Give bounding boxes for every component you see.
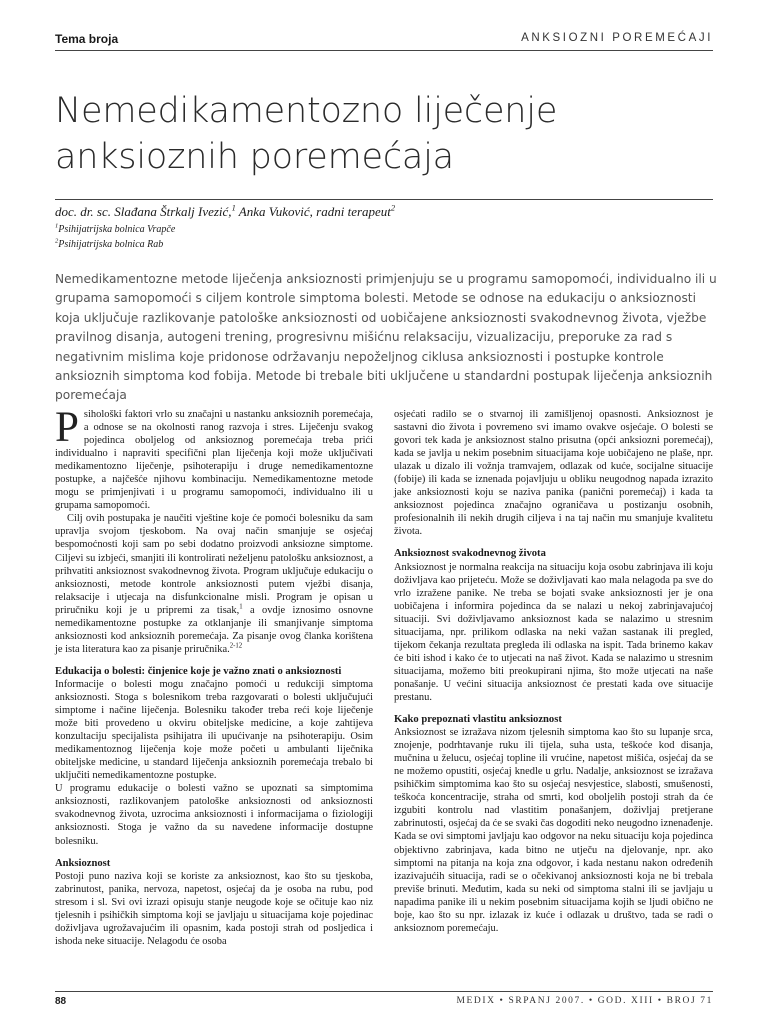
paragraph: Postoji puno naziva koji se koriste za anksioznost, kao što su tjeskoba, zabrinutost, panika, nervoza, napetost, osjećaj da je osoba na rubu, pod stresom i sl. Svi ovi izrazi opisuju stanje neugode koje se očituje kao niz tjelesnih i psihičkih simptoma koji se javljaju u situacijama koje pojedinac doživljava ugrožavajućim ili opasnim, kada postoji strah od posljedica i ishoda neke situacije. Nelagodu će osoba xyxy=(55,870,373,947)
author-2-ref: 2 xyxy=(390,202,396,213)
affiliation-1 xyxy=(55,224,175,235)
affiliation-2-ref: 2 xyxy=(55,237,59,245)
affiliation-2-text: Psihijatrijska bolnica Rab xyxy=(58,239,164,250)
paragraph: Anksioznost je normalna reakcija na situaciju koja osobu zabrinjava ili koju doživljava kao prijeteću. Može se doživljavati kao mala nelagoda pa sve do vrlo izražene panike. Ne treba se bojati svake anksioznosti jer je ona uobičajena i informira pojedinca da se nalazi u nekoj zabrinjavajućoj situaciji. Svi doživljavamo anksioznost kada se nalazimo u stresnim situacijama, npr. prilikom odlaska na neki važan sastanak ili pregled, tijekom čekanja rezultata pregleda ili odlaska na ispit. Tada brinemo kakav će biti ishod i kako će to utjecati na naš život. Kada se nalazimo u stresnim situacijama, možemo biti preokupirani njima, što može utjecati na naše ponašanje. U većini situacija anksioznost će prestati kada ove situacije prestanu. xyxy=(394,561,713,703)
section-heading-anxiety: Anksioznost xyxy=(55,857,111,869)
abstract xyxy=(55,270,717,406)
category-label: ANKSIOZNI POREMEĆAJI xyxy=(521,32,713,44)
drop-cap: P xyxy=(55,404,79,451)
affiliation-1-ref: 1 xyxy=(55,222,59,230)
title-line-1: Nemedikamentozno liječenje xyxy=(55,91,558,131)
section-heading-recognize-anxiety: Kako prepoznati vlastitu anksioznost xyxy=(394,714,562,726)
author-2: Anka Vuković, radni terapeut xyxy=(235,204,391,219)
intro-text: sihološki faktori vrlo su značajni u nastanku anksioznih poremećaja, a odnose se na okolnosti ranog razvoja i stres. Liječenju svakog pojedinca oboljelog od anksioznog poremećaja treba prići individualno i napraviti specifični plan liječenja koji može uključivati medikamentozno liječenje, psihoterapiju i druge nemedikamentozne postupke, a najčešće njihovu kombinaciju. Nemedikamentozne metode mogu se primjenjivati i u programu samopomoći, individualno ili u grupama samopomoći. xyxy=(55,409,373,512)
author-1-ref: 1 xyxy=(231,202,236,213)
abstract-text: Nemedikamentozne metode liječenja anksioznosti primjenjuju se u programu samopomoći, individualno ili u grupama samopomoći s ciljem kontrole simptoma bolesti. Metode se odnose na edukaciju o anksioznosti koja uključuje razlikovanje patološke anksioznosti od uobičajene anksioznosti svakodnevnog života, vježbe pravilnog disanja, autogeni trening, progresivnu mišićnu relaksaciju, vizualizaciju, preporuke za rad s negativnim mislima koje pridonose održavanju nepoželjnog ciklusa anksioznosti i postupke kontrole anksioznih simptoma kod fobija. Metode bi trebale biti uključene u standardni postupak liječenja anksioznih poremećaja xyxy=(55,272,717,403)
section-label: Tema broja xyxy=(55,32,119,46)
paragraph: Informacije o bolesti mogu značajno pomoći u redukciji simptoma anksioznosti. Stoga s bolesnikom treba razgovarati o bolesti uključujući simptome i načine liječenja. Bolesniku također treba reći koje liječenje može biti provedeno u okviru obiteljske medicine, a koje zahtijeva konzultaciju specijalista psihijatra ili upućivanje na psihoterapiju. Osim medikamentoznog liječenja koje može početi u ambulanti liječnika obiteljske medicine, u standard liječenja anksioznih poremećaja trebalo bi uključiti nemedikamentozne postupke. xyxy=(55,678,373,782)
paragraph: osjećati radilo se o stvarnoj ili zamišljenoj opasnosti. Anksioznost je sastavni dio života i povremeno svi imamo ovakve osjećaje. O bolesti se govori tek kada je anksioznost stalno prisutna (opći anksiozni poremećaj), kada se javlja u nekim posebnim situacijama koje uobičajeno ne plaše, npr. ulazak u dizalo ili vožnja tramvajem, odlazak od kuće, socijalne situacije (fobije) ili kada se iznenada pojavljuju u obliku neugodnog napada izrazito jake anksioznosti koju se naziva panika (panični poremećaj) i kada ta anksioznost pojedinca značajno ograničava u postizanju osobnih, profesionalnih ili nekih drugih ciljeva i na taj način mu smanjuje kvalitetu života. xyxy=(394,409,713,538)
paragraph-text: Cilj ovih postupaka je naučiti vještine koje će pomoći bolesniku da sam upravlja svojom tjeskobom. Na ovaj način smanjuje se osjećaj bespomoćnosti koji sam po sebi dodatno proizvodi anksiozne simptome. Ciljevi su izbjeći, smanjiti ili kontrolirati neželjenu patološku anksioznost, a prihvatiti anksioznost svakodnevnog života. Program uključuje edukaciju o anksioznosti, metode kontrole anksioznosti putem vježbi disanja, relaksacije i utjecaja na disfunkcionalne misli. Program je opisan u priručniku koji je u pripremi za tisak, xyxy=(55,513,373,616)
footer-divider xyxy=(55,991,713,992)
paragraph-text: a ovdje iznosimo osnovne nemedikamentozne postupke za otklanjanje ili smanjivanje simptoma anksioznosti kod anksioznih poremećaja. Za pisanje ovog članka korištena je ista literatura kao za pisanje priručnika. xyxy=(55,604,373,655)
affiliation-1-text: Psihijatrijska bolnica Vrapče xyxy=(58,224,176,235)
paragraph: U programu edukacije o bolesti važno se upoznati sa simptomima anksioznosti, razlikovanjem patološke anksioznosti od anksioznosti svakodnevnog života, uzrocima anksioznosti i informacijama o fiziologiji anksioznosti. Stoga je važno da su navedene informacije dostupne bolesniku. xyxy=(55,783,373,847)
paragraph: Anksioznost se izražava nizom tjelesnih simptoma kao što su lupanje srca, znojenje, podrhtavanje ruku ili tijela, suha usta, teškoće kod disanja, mučnina u želucu, osjećaj topline ili vrućine, napetost mišića, osjećaj da se ne možemo opustiti, osjećaj knedle u grlu. Nadalje, anksioznost se izražava psihičkim simptomima kao što su osjećaj nesvjestice, slabosti, smušenosti, teškoća koncentracije, straha od smrti, kod oboljelih postoji strah da će izgubiti kontrolu nad vlastitim ponašanjem, doživljaj pretjerane zabrinutosti, osjećaj da će se svaki čas dogoditi neko neugodno iznenađenje. Kada se ovi simptomi javljaju kao odgovor na neku situaciju koja pojedinca objektivno zabrinjava, kada bitno ne utječu na djelovanje, npr. ako simptomi na pitanja na koja zna odgovor, i kada nestanu nakon određenih izazivajućih situacija, radi se o očekivanoj anksioznosti koja ne bi trebala previše brinuti. Međutim, kada su neki od simptoma stalni ili se javljaju u napadima panike ili u nekim posebnim situacijama kojih se ljudi obično ne boje, kao što su npr. izlazak iz kuće i odlazak u društvo, tada se radi o anksioznom poremećaju. xyxy=(394,727,713,934)
title-divider xyxy=(55,199,713,200)
affiliation-2 xyxy=(55,239,163,250)
page-number: 88 xyxy=(55,996,67,1007)
journal-info: MEDIX • SRPANJ 2007. • GOD. XIII • BROJ 71 xyxy=(456,996,713,1006)
authors-line xyxy=(55,204,395,220)
article-title xyxy=(55,88,715,180)
paragraph xyxy=(55,512,373,656)
column-right xyxy=(394,408,713,935)
author-1: doc. dr. sc. Slađana Štrkalj Ivezić, xyxy=(55,204,232,219)
title-line-2: anksioznih poremećaja xyxy=(55,137,454,177)
column-left xyxy=(55,404,373,948)
citation: 1 xyxy=(239,603,243,611)
section-heading-education: Edukacija o bolesti: činjenice koje je važno znati o anksioznosti xyxy=(55,665,342,677)
section-heading-everyday-anxiety: Anksioznost svakodnevnog života xyxy=(394,548,546,560)
citation: 2-12 xyxy=(229,642,243,650)
intro-paragraph xyxy=(55,404,373,512)
header-divider xyxy=(55,50,713,51)
